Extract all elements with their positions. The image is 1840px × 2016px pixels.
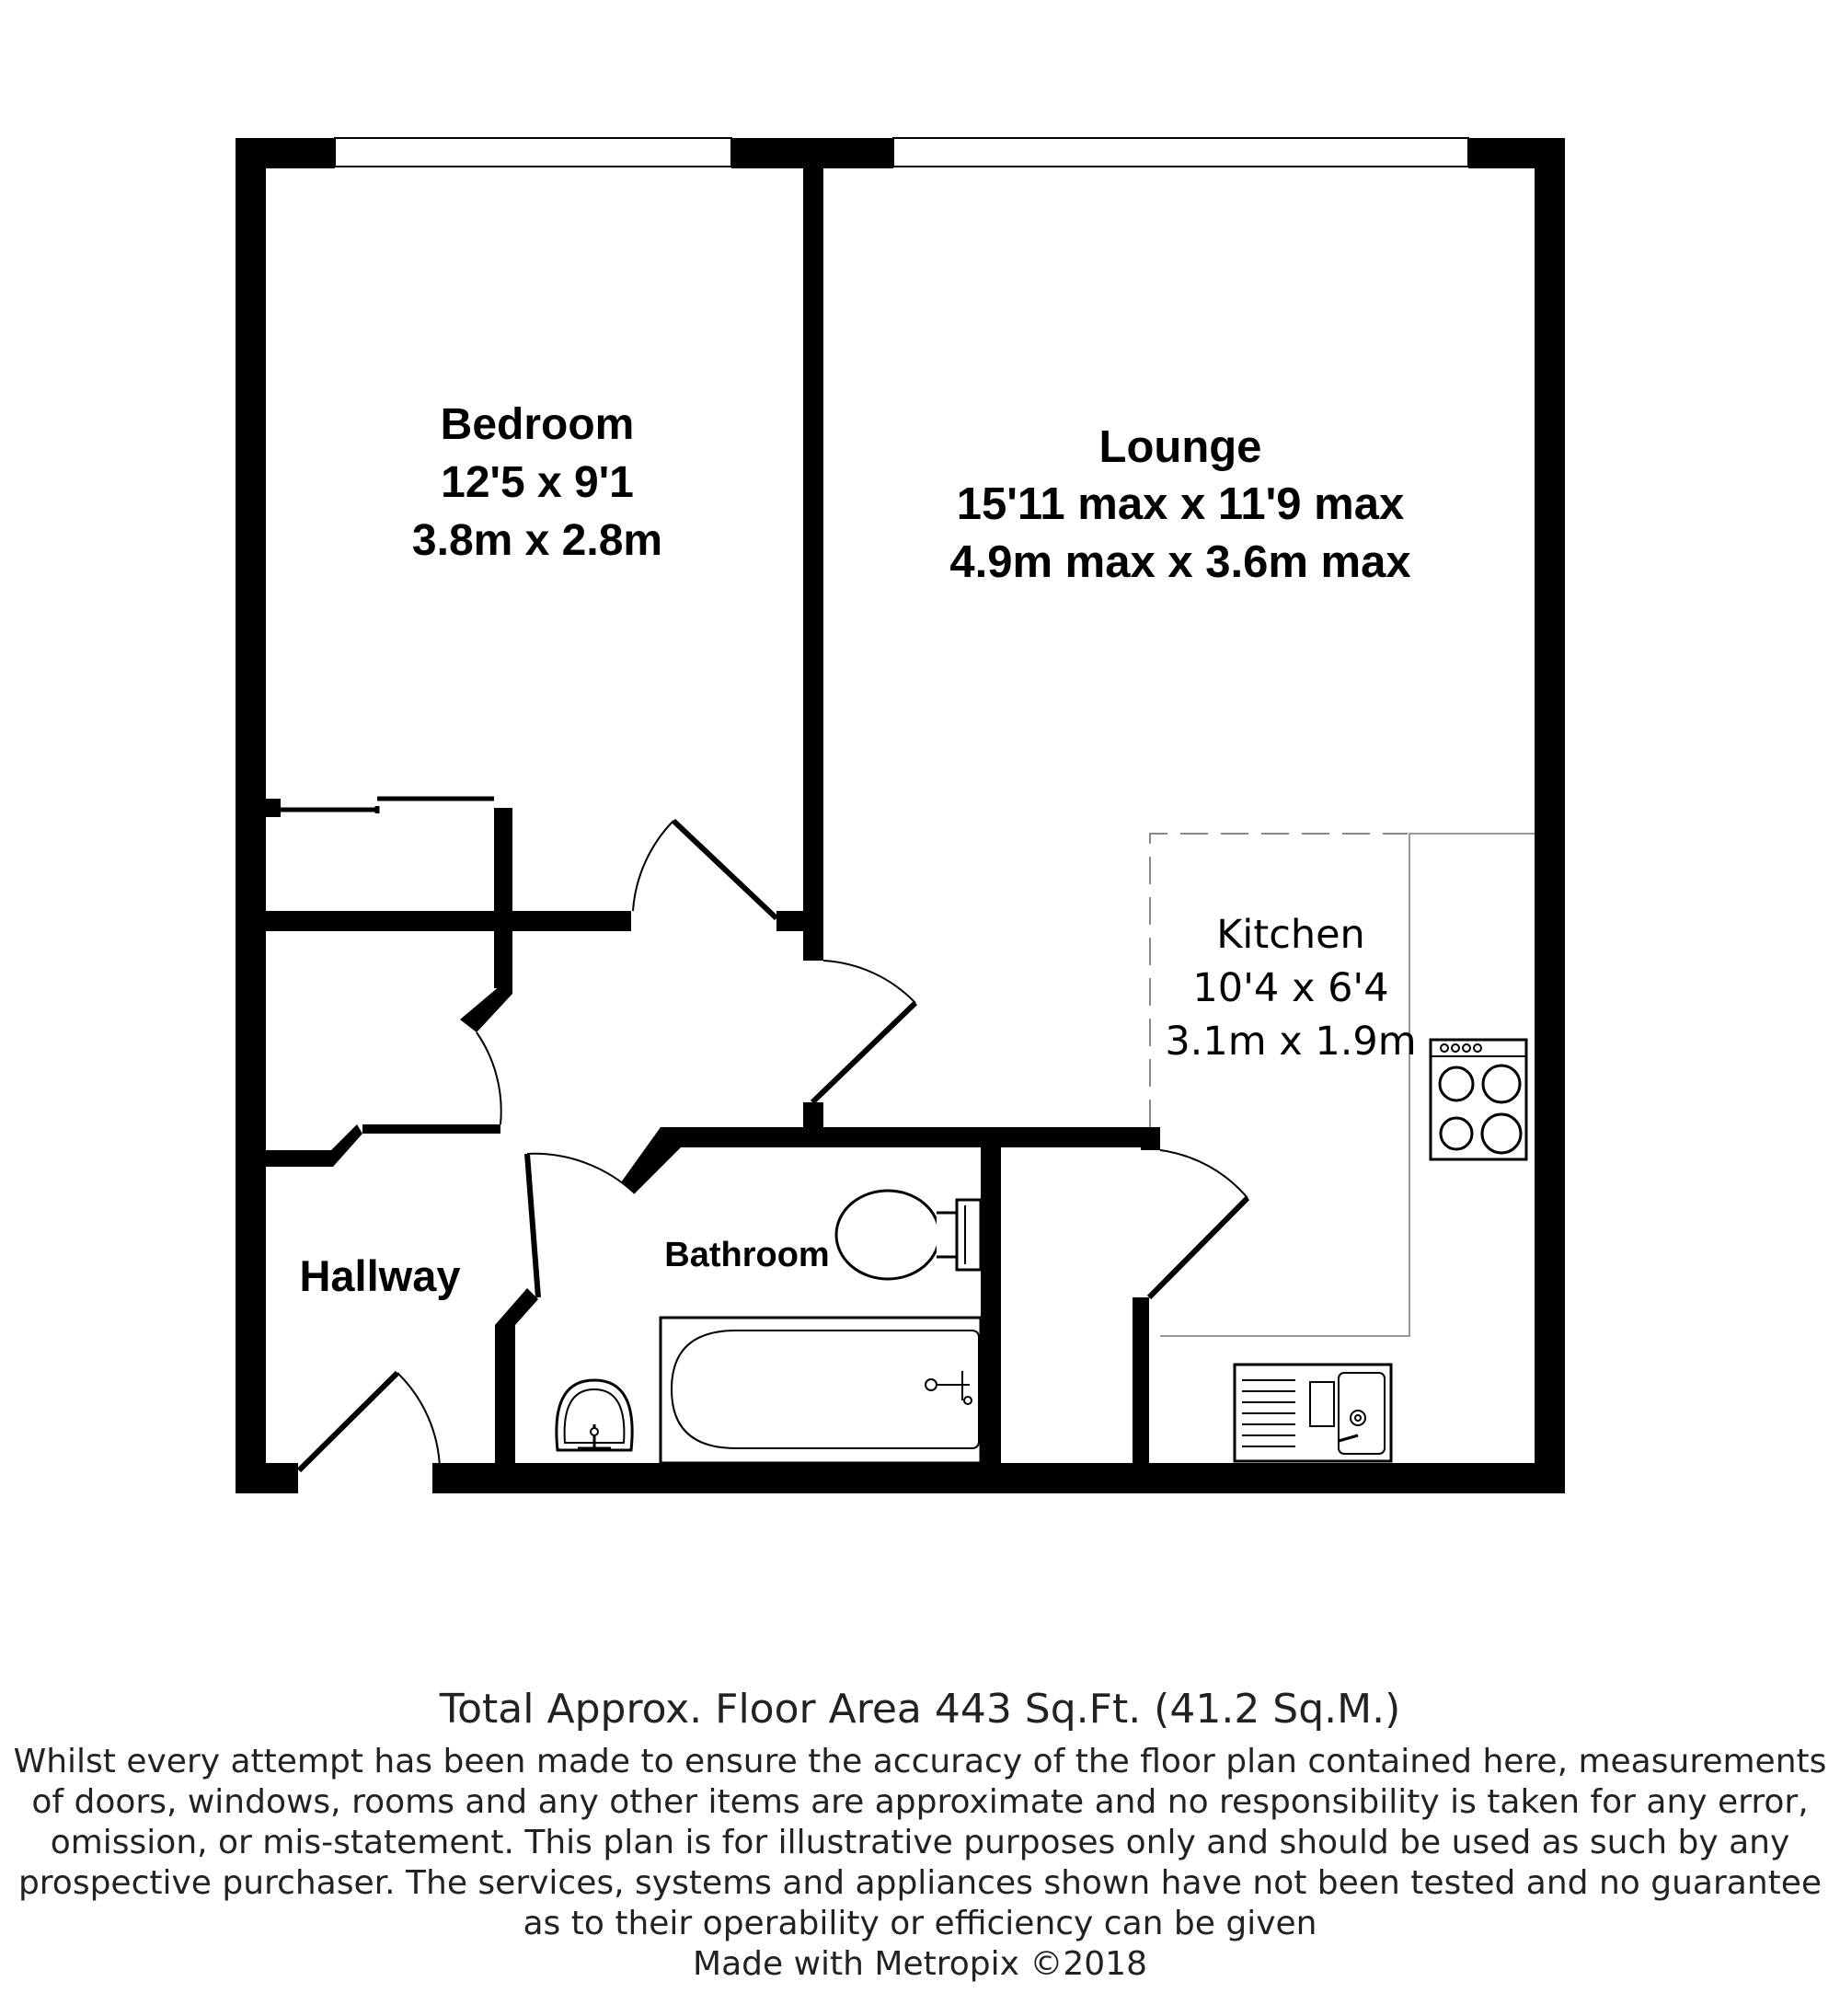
window-bedroom [335,138,731,167]
wall-wardrobe-right [494,808,512,931]
wall-wardrobe-left-stub [266,799,281,817]
kitchen-imperial: 10'4 x 6'4 [1192,965,1389,1011]
disclaimer-line: of doors, windows, rooms and any other items are approximate and no responsibility is taken for any error, [31,1783,1809,1821]
label-lounge [949,422,1410,587]
bedroom-imperial: 12'5 x 9'1 [441,458,634,507]
outer-wall-bottom-left [236,1463,298,1493]
wall-bedroom-door-jamb [776,911,823,931]
wall-lounge-bottom [674,1127,1160,1147]
kitchen-sink [1235,1365,1391,1461]
bath [661,1318,981,1463]
door-entrance [299,1373,440,1470]
wall-kitchen-door-jamb [1141,1127,1160,1150]
bedroom-name: Bedroom [440,400,635,449]
wall-hall-step [266,1124,362,1167]
wall-kitchen-door-jamb-bottom [1133,1297,1149,1463]
label-bathroom: Bathroom [664,1236,830,1274]
door-bedroom [633,821,776,918]
disclaimer-line: omission, or mis-statement. This plan is for illustrative purposes only and should be used as such by any [50,1824,1790,1861]
total-floor-area: Total Approx. Floor Area 443 Sq.Ft. (41.2 Sq.M.) [439,1686,1401,1733]
toilet [836,1191,981,1279]
wall-lounge-door-jamb-top [803,929,823,961]
wall-bathroom-right [981,1147,1001,1463]
lounge-imperial: 15'11 max x 11'9 max [956,479,1405,529]
lounge-name: Lounge [1098,422,1262,472]
label-bedroom [412,400,662,565]
wall-bathroom-angle [621,1127,681,1193]
wall-bedroom-bottom [266,911,631,931]
wall-bathroom-left-stub [495,1288,538,1463]
door-kitchen-cupboard [1149,1150,1248,1297]
bedroom-metric: 3.8m x 2.8m [411,516,663,565]
wall-bedroom-lounge [803,168,823,929]
outer-wall-top-middle [731,138,893,168]
kitchen-metric: 3.1m x 1.9m [1165,1019,1417,1065]
window-lounge [893,138,1468,167]
outer-wall-bottom-right [444,1463,1565,1493]
label-hallway: Hallway [299,1251,461,1300]
wash-basin [557,1380,632,1450]
disclaimer-line: Whilst every attempt has been made to ensure the accuracy of the floor plan contained here, measurements [13,1743,1827,1780]
credit: Made with Metropix ©2018 [693,1945,1147,1983]
windows [335,138,1468,167]
disclaimer-line: prospective purchaser. The services, systems and appliances shown have not been tested and no guarantee [17,1864,1823,1902]
door-hall-cupboard [477,1032,501,1124]
lounge-metric: 4.9m max x 3.6m max [949,537,1411,587]
kitchen-name: Kitchen [1216,912,1365,958]
wall-hall-cupboard-bottom [362,1124,500,1134]
door-lounge [812,961,915,1102]
door-bathroom [527,1154,635,1297]
wall-hall-cupboard-angle [460,975,512,1032]
wardrobe-sliding-doors [281,799,494,813]
outer-wall-right [1535,138,1565,1493]
hob [1431,1040,1526,1159]
outer-wall-left [236,138,266,1493]
label-kitchen [1165,912,1416,1065]
disclaimer [0,1742,1840,1985]
disclaimer-line: as to their operability or efficiency can be given [523,1905,1317,1942]
wall-hall-door-jamb [432,1463,444,1493]
